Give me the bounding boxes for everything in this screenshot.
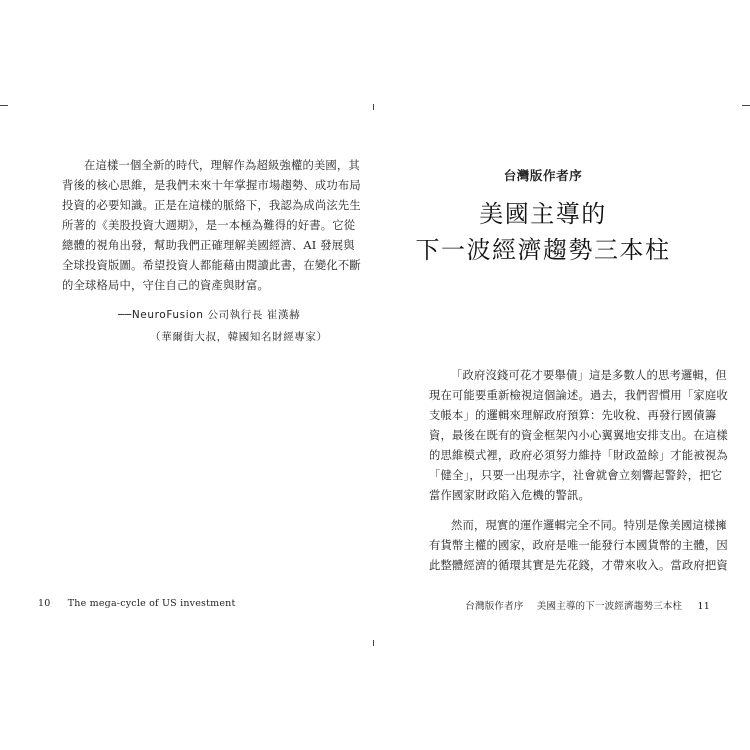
page-number: 11 [697,601,710,612]
paragraph-gap [429,506,693,516]
running-head: The mega-cycle of US investment [67,598,236,609]
section-label: 台灣版作者序 [503,168,583,183]
right-body-text [429,366,728,576]
text-line: 在這樣一個全新的時代，理解作為超級強權的美國，其 [84,159,360,172]
left-page-footer [38,598,236,609]
text-line: 全球投資版圖。希望投資人都能藉由閱讀此書，在變化不斷 [62,259,361,272]
page-number: 10 [38,598,51,609]
chapter-title-line: 下一波經濟趨勢三本柱 [415,236,671,264]
text-line: 資，最後在既有的資金框架內小心翼翼地安排支出。在這樣 [429,429,728,442]
footer-title: 美國主導的下一波經濟趨勢三本柱 [536,601,683,612]
chapter-title-line: 美國主導的 [479,200,607,228]
text-line: 總體的視角出發，幫助我們正確理解美國經濟、AI 發展與 [62,239,355,252]
text-line: 投資的必要知識。正是在這樣的脈絡下，我認為成尚泫先生 [62,199,361,212]
chapter-title [375,196,711,268]
text-line: 所著的《美股投資大週期》，是一本極為難得的好書。它從 [62,219,356,232]
text-line: 的思維模式裡，政府必須努力維持「財政盈餘」才能被視為 [429,449,728,462]
text-line: 支帳本」的邏輯來理解政府預算：先收稅、再發行國債籌 [429,409,717,422]
text-line: 的全球格局中，守住自己的資產與財富。 [62,279,269,292]
text-line: 此整體經濟的循環其實是先花錢，才帶來收入。當政府把資 [429,559,728,572]
text-line: 當作國家財政陷入危機的警訊。 [429,489,590,502]
signature-name: ──NeuroFusion 公司執行長 崔漢赫 [118,309,301,321]
right-page [375,0,750,750]
text-line: 然而，現實的運作邏輯完全不同。特別是像美國這樣擁 [451,519,727,532]
text-line: 背後的核心思維，是我們未來十年掌握市場趨勢、成功布局 [62,179,361,192]
text-line: 「政府沒錢可花才要舉債」這是多數人的思考邏輯，但 [451,369,727,382]
signature-credential: （華爾街大叔，韓國知名財經專家） [150,331,328,343]
text-line: 「健全」，只要一出現赤字，社會就會立刻響起警鈴，把它 [429,469,723,482]
right-page-footer [465,598,710,612]
footer-section: 台灣版作者序 [465,601,524,612]
endorsement-signature [118,304,328,348]
text-line: 現在可能要重新檢視這個論述。過去，我們習慣用「家庭收 [429,389,728,402]
text-line: 有貨幣主權的國家，政府是唯一能發行本國貨幣的主體，因 [429,539,728,552]
left-body-text [62,156,361,296]
